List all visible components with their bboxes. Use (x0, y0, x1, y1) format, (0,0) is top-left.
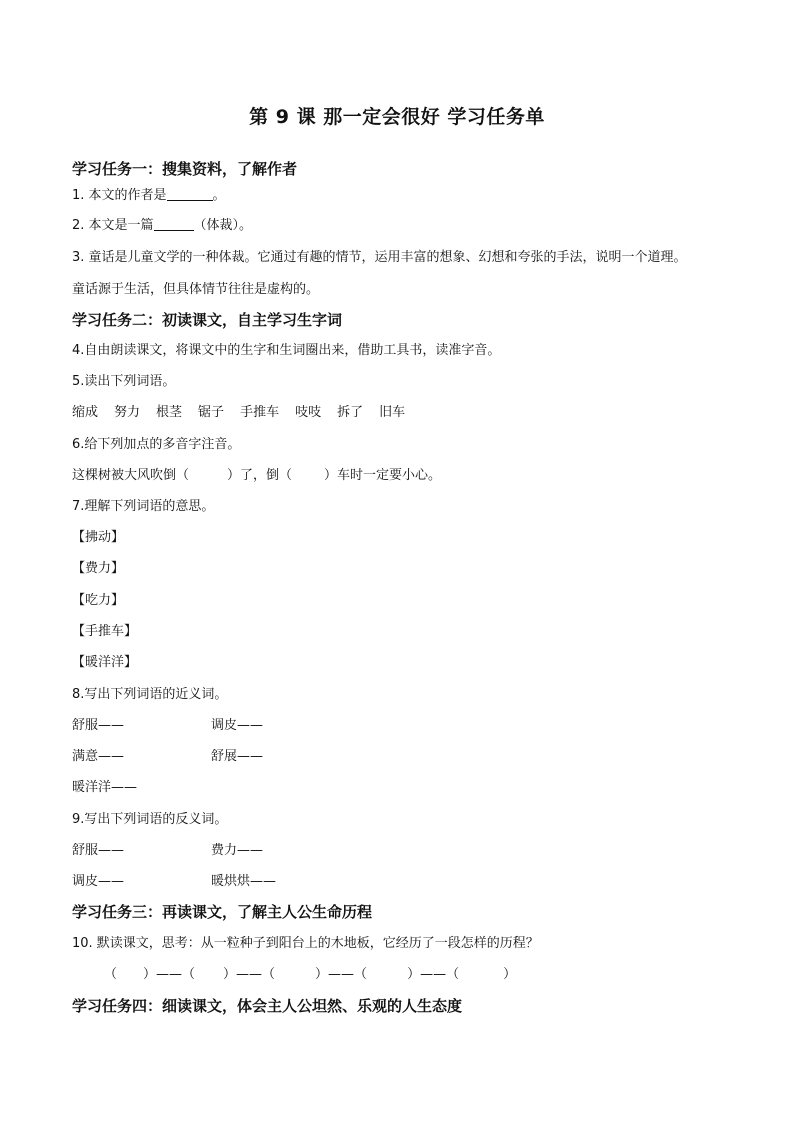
question-9: 9.写出下列词语的反义词。 (72, 812, 228, 827)
word-item: 根茎 (156, 405, 183, 420)
synonym-item: 满意—— (72, 749, 125, 764)
question-6-sentence (72, 467, 441, 485)
question-2-text: 2. 本文是一篇 (72, 218, 154, 233)
question-6: 6.给下列加点的多音字注音。 (72, 437, 241, 452)
question-8: 8.写出下列词语的近义词。 (72, 687, 228, 702)
word-item: 缩成 (72, 405, 99, 420)
chain-part: ）——（ (223, 967, 276, 982)
question-7: 7.理解下列词语的意思。 (72, 499, 215, 514)
task4-heading: 学习任务四：细读课文，体会主人公坦然、乐观的人生态度 (72, 997, 463, 1015)
question-3-line2: 童话源于生活，但具体情节往往是虚构的。 (72, 282, 320, 297)
task1-heading: 学习任务一：搜集资料，了解作者 (72, 160, 298, 178)
question-2 (72, 217, 252, 235)
synonym-item: 舒展—— (211, 749, 264, 764)
antonym-item: 暖烘烘—— (211, 874, 277, 889)
page-title: 第 9 课 那一定会很好 学习任务单 (249, 106, 545, 128)
task2-heading: 学习任务二：初读课文，自主学习生字词 (72, 311, 343, 329)
question-5: 5.读出下列词语。 (72, 374, 176, 389)
chain-part: ）——（ (315, 967, 368, 982)
chain-part: ）——（ (143, 967, 196, 982)
chain-part: ）——（ (407, 967, 460, 982)
chain-part: ） (503, 967, 517, 982)
antonym-item: 调皮—— (72, 874, 125, 889)
word-item: 旧车 (379, 405, 406, 420)
term-item: 【吃力】 (72, 593, 125, 608)
word-item: 手推车 (240, 405, 280, 420)
word-list (72, 404, 421, 422)
answer-blank-genre[interactable] (154, 217, 194, 231)
question-2-end: （体裁）。 (193, 218, 253, 233)
sentence-part: ）车时一定要小心。 (324, 468, 442, 483)
history-chain (104, 966, 516, 984)
term-item: 【手推车】 (72, 624, 138, 639)
term-item: 【暖洋洋】 (72, 655, 138, 670)
question-1 (72, 187, 226, 205)
question-1-text: 1. 本文的作者是 (72, 188, 167, 203)
task3-heading: 学习任务三：再读课文，了解主人公生命历程 (72, 903, 373, 921)
term-item: 【拂动】 (72, 530, 125, 545)
term-item: 【费力】 (72, 561, 125, 576)
synonym-item: 舒服—— (72, 718, 125, 733)
sentence-part: 这棵树被大风吹倒（ (72, 468, 190, 483)
question-1-end: 。 (212, 188, 226, 203)
question-4: 4.自由朗读课文，将课文中的生字和生词圈出来，借助工具书，读准字音。 (72, 343, 501, 358)
question-3-line1: 3. 童话是儿童文学的一种体裁。它通过有趣的情节，运用丰富的想象、幻想和夸张的手法，说明一个道理。 (72, 250, 687, 265)
antonym-item: 费力—— (211, 843, 264, 858)
word-item: 努力 (114, 405, 141, 420)
word-item: 吱吱 (295, 405, 322, 420)
synonym-item: 调皮—— (211, 718, 264, 733)
antonym-item: 舒服—— (72, 843, 125, 858)
sentence-part: ）了，倒（ (227, 468, 293, 483)
word-item: 拆了 (337, 405, 364, 420)
synonym-item: 暖洋洋—— (72, 780, 138, 795)
question-10: 10. 默读课文，思考：从一粒种子到阳台上的木地板，它经历了一段怎样的历程？ (72, 936, 539, 951)
answer-blank-author[interactable] (167, 187, 213, 201)
word-item: 锯子 (198, 405, 225, 420)
chain-part: （ (104, 967, 118, 982)
